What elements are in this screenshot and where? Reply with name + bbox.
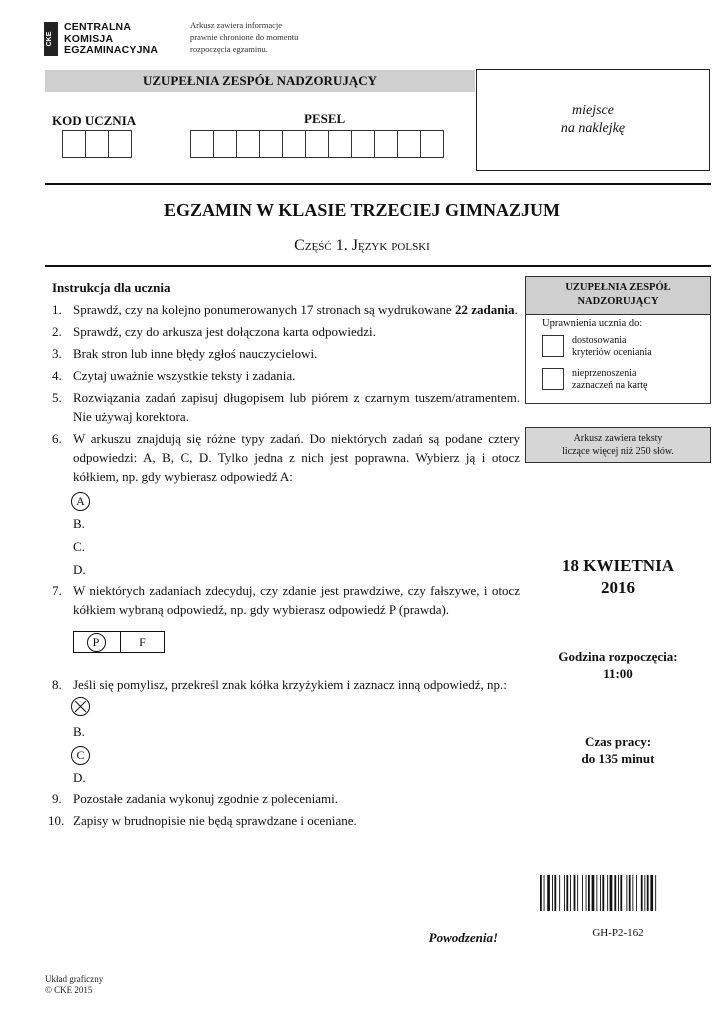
code-box[interactable] bbox=[85, 130, 109, 158]
logo-line-2: KOMISJA bbox=[64, 32, 114, 45]
footer-line-2: © CKE 2015 bbox=[45, 985, 93, 995]
instruction-item bbox=[52, 388, 520, 426]
pesel-box[interactable] bbox=[213, 130, 237, 158]
duration bbox=[525, 733, 711, 767]
item-text: W niektórych zadaniach zdecyduj, czy zdanie jest prawdziwe, czy fałszywe, i otocz kółkiem wybraną odpowiedź, np. gdy wybierasz odpowiedź P (prawda). bbox=[73, 583, 520, 617]
item-text: W arkuszu znajdują się różne typy zadań. Do niektórych zadań są podane cztery odpowiedzi: A, B, C, D. Tylko jedna z nich jest poprawna. Wybierz ją i otocz kółkiem, np. gdy wybierasz odpowiedź A: bbox=[73, 431, 520, 484]
code-box[interactable] bbox=[108, 130, 132, 158]
example-answers-8 bbox=[52, 697, 520, 789]
supervisor-heading-bar bbox=[45, 70, 475, 92]
pesel-box[interactable] bbox=[236, 130, 260, 158]
start-time-label: Godzina rozpoczęcia: bbox=[558, 649, 678, 664]
subtitle-part2: ęzyk polski bbox=[357, 237, 430, 254]
exam-date-year: 2016 bbox=[601, 578, 635, 597]
crossed-circle-icon bbox=[71, 697, 90, 716]
divider bbox=[45, 265, 711, 267]
example-option-d: D. bbox=[73, 770, 86, 785]
sticker-line-2: na naklejkę bbox=[560, 121, 626, 136]
no-transfer-label bbox=[572, 368, 648, 392]
instructions-heading: Instrukcja dla ucznia bbox=[52, 280, 171, 295]
pesel-box[interactable] bbox=[351, 130, 375, 158]
item-number: 6. bbox=[52, 431, 62, 446]
option2-line-2: zaznaczeń na kartę bbox=[572, 380, 648, 391]
exam-title: EGZAMIN W KLASIE TRZECIEJ GIMNAZJUM bbox=[163, 200, 561, 220]
item-number: 4. bbox=[52, 368, 62, 383]
example-option-a bbox=[52, 489, 520, 512]
instruction-item bbox=[52, 675, 520, 694]
adjust-criteria-label bbox=[572, 335, 652, 359]
item-text: Zapisy w brudnopisie nie będą sprawdzane i oceniane. bbox=[73, 813, 357, 828]
instruction-item bbox=[52, 789, 520, 808]
instructions bbox=[48, 278, 520, 833]
example-option-b: B. bbox=[73, 724, 85, 739]
rights-box bbox=[525, 314, 711, 404]
subtitle-mid: 1. J bbox=[331, 237, 358, 254]
long-text-line-1: Arkusz zawiera teksty bbox=[573, 433, 663, 444]
footer bbox=[45, 974, 103, 996]
item-number: 5. bbox=[52, 390, 62, 405]
logo-line-1: CENTRALNA bbox=[64, 21, 132, 33]
example-option-a-crossed bbox=[52, 697, 520, 720]
student-code-boxes[interactable] bbox=[62, 130, 131, 158]
closing-text: Powodzenia! bbox=[428, 930, 498, 945]
circled-option: A bbox=[71, 492, 90, 511]
example-option-b: B. bbox=[73, 516, 85, 531]
long-text-notice bbox=[525, 427, 711, 463]
instruction-item bbox=[52, 322, 520, 341]
true-false-example bbox=[73, 631, 520, 653]
sidebar-heading-line-1: UZUPEŁNIA ZESPÓŁ bbox=[565, 282, 671, 293]
instruction-item bbox=[52, 366, 520, 385]
example-answers-6 bbox=[52, 489, 520, 581]
long-text-line-2: liczące więcej niż 250 słów. bbox=[562, 446, 674, 457]
sticker-area bbox=[476, 69, 710, 171]
item-bold: 22 zadania bbox=[454, 302, 515, 317]
exam-date-day: 18 KWIETNIA bbox=[562, 556, 674, 575]
notice-line-2: prawnie chronione do momentu bbox=[190, 32, 299, 42]
pesel-boxes[interactable] bbox=[190, 130, 443, 158]
circled-true: P bbox=[87, 633, 106, 652]
exam-subtitle bbox=[0, 237, 724, 255]
item-text: Jeśli się pomylisz, przekreśl znak kółka krzyżykiem i zaznacz inną odpowiedź, np.: bbox=[73, 677, 507, 692]
logo-text bbox=[64, 22, 158, 57]
supervisor-heading: UZUPEŁNIA ZESPÓŁ NADZORUJĄCY bbox=[142, 73, 378, 88]
exam-date bbox=[525, 555, 711, 599]
start-time bbox=[525, 648, 711, 682]
adjust-criteria-checkbox[interactable] bbox=[542, 335, 564, 357]
instruction-item bbox=[52, 300, 520, 319]
instruction-item bbox=[48, 811, 520, 830]
exam-code: GH-P2-162 bbox=[592, 927, 644, 939]
example-option-c: C. bbox=[73, 539, 85, 554]
no-transfer-checkbox[interactable] bbox=[542, 368, 564, 390]
pesel-box[interactable] bbox=[259, 130, 283, 158]
sticker-line-1: miejsce bbox=[572, 103, 614, 118]
logo-mark bbox=[44, 22, 58, 56]
item-number: 8. bbox=[52, 677, 62, 692]
cke-logo bbox=[44, 22, 164, 56]
pesel-box[interactable] bbox=[420, 130, 444, 158]
footer-line-1: Układ graficzny bbox=[45, 974, 104, 984]
example-option-c bbox=[52, 743, 520, 766]
pesel-box[interactable] bbox=[305, 130, 329, 158]
notice-line-3: rozpoczęcia egzaminu. bbox=[190, 44, 268, 54]
logo-mark-text: CKE bbox=[46, 31, 53, 47]
item-text: Rozwiązania zadań zapisuj długopisem lub piórem z czarnym tuszem/atramentem. Nie używaj korektora. bbox=[73, 390, 520, 424]
instruction-item bbox=[52, 581, 520, 619]
option2-line-1: nieprzenoszenia bbox=[572, 368, 637, 379]
pesel-box[interactable] bbox=[328, 130, 352, 158]
duration-value: do 135 minut bbox=[581, 751, 655, 766]
item-number: 7. bbox=[52, 583, 62, 598]
item-number: 10. bbox=[48, 813, 65, 828]
item-number: 2. bbox=[52, 324, 62, 339]
item-text: Sprawdź, czy do arkusza jest dołączona karta odpowiedzi. bbox=[73, 324, 376, 339]
pesel-box[interactable] bbox=[374, 130, 398, 158]
item-text: Pozostałe zadania wykonuj zgodnie z poleceniami. bbox=[73, 791, 338, 806]
false-cell: F bbox=[120, 631, 165, 653]
rights-label: Uprawnienia ucznia do: bbox=[542, 318, 643, 329]
notice-line-1: Arkusz zawiera informacje bbox=[190, 20, 283, 30]
sidebar-heading-line-2: NADZORUJĄCY bbox=[577, 296, 659, 307]
sidebar-heading-box bbox=[525, 276, 711, 314]
item-number: 3. bbox=[52, 346, 62, 361]
item-number: 1. bbox=[52, 302, 62, 317]
item-text: Czytaj uważnie wszystkie teksty i zadania. bbox=[73, 368, 296, 383]
item-number: 9. bbox=[52, 791, 62, 806]
instruction-item bbox=[52, 429, 520, 486]
item-text: Sprawdź, czy na kolejno ponumerowanych 17 stronach są wydrukowane bbox=[73, 302, 455, 317]
legal-notice bbox=[190, 19, 298, 55]
subtitle-lead: C bbox=[294, 237, 305, 254]
pesel-box[interactable] bbox=[397, 130, 421, 158]
subtitle-part1: zęść bbox=[304, 237, 332, 254]
pesel-label: PESEL bbox=[304, 111, 346, 126]
pesel-box[interactable] bbox=[190, 130, 214, 158]
true-cell bbox=[73, 631, 121, 653]
logo-line-3: EGZAMINACYJNA bbox=[64, 44, 159, 56]
instruction-item bbox=[52, 344, 520, 363]
student-code-label: KOD UCZNIA bbox=[52, 113, 137, 128]
example-option-d: D. bbox=[73, 562, 86, 577]
pesel-box[interactable] bbox=[282, 130, 306, 158]
barcode-icon bbox=[540, 875, 698, 911]
duration-label: Czas pracy: bbox=[584, 734, 652, 749]
item-text: Brak stron lub inne błędy zgłoś nauczycielowi. bbox=[73, 346, 318, 361]
option1-line-1: dostosowania bbox=[572, 335, 627, 346]
code-box[interactable] bbox=[62, 130, 86, 158]
option1-line-2: kryteriów oceniania bbox=[572, 347, 652, 358]
divider bbox=[45, 183, 711, 185]
item-after: . bbox=[514, 302, 518, 317]
start-time-value: 11:00 bbox=[603, 666, 633, 681]
circled-option: C bbox=[71, 746, 90, 765]
